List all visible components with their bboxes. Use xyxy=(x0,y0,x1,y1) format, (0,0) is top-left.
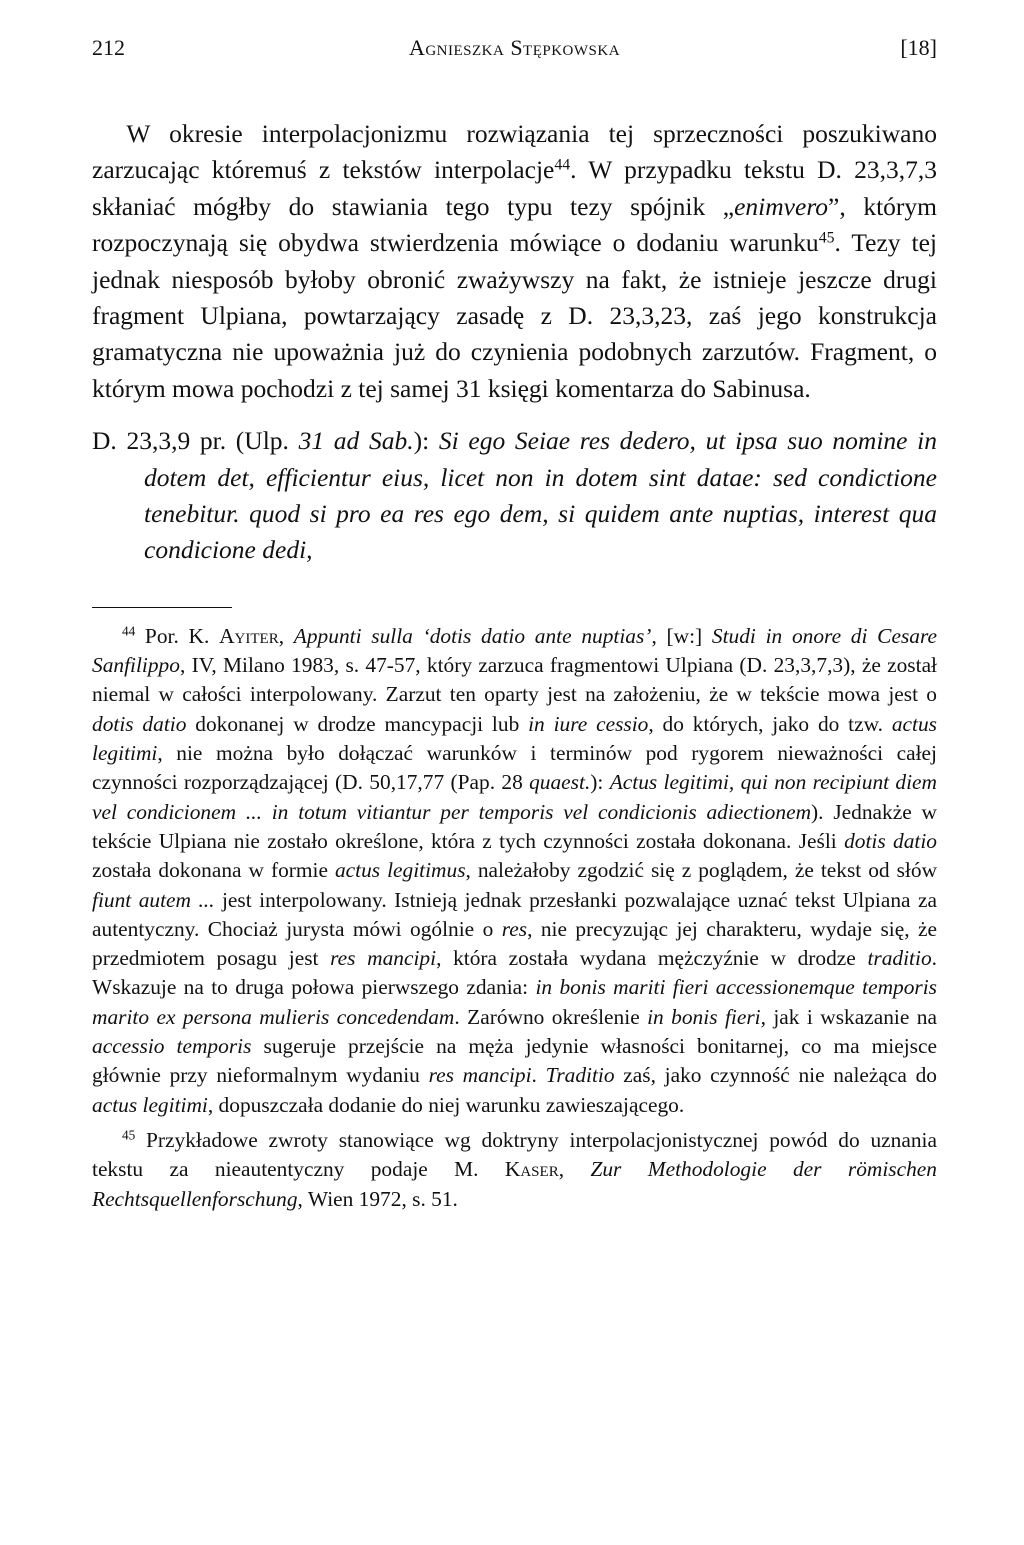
main-text xyxy=(92,116,937,407)
latin-term: res xyxy=(501,916,528,941)
footnote-number: 45 xyxy=(121,1127,136,1143)
source-quotation xyxy=(92,423,937,569)
cited-title: Appunti sulla ‘dotis datio ante nuptias’ xyxy=(293,623,652,648)
cited-title: Studi in onore di Cesare Sanfilippo xyxy=(92,623,937,678)
text-run: , IV, Milano 1983, s. 47-57, który zarzuca fragmentowi Ulpiana (D. 23,3,7,3), że został niemal w całości interpolowany. Zarzut ten oparty jest na założeniu, że w tekście mowa jest o xyxy=(92,653,937,707)
running-head xyxy=(92,26,937,70)
text-run: , xyxy=(278,623,294,648)
text-run: została dokonana w formie xyxy=(92,858,335,883)
footnote-number: 44 xyxy=(121,623,136,639)
latin-term: actus legitimus xyxy=(334,858,466,883)
text-run: , dopuszczała dodanie do niej warunku zawieszającego. xyxy=(207,1092,685,1117)
latin-term: res mancipi xyxy=(330,946,437,971)
latin-quotation: in bonis mariti fieri accessionemque temporis marito ex persona mulieris concedendam xyxy=(92,975,937,1029)
text-run: . xyxy=(531,1063,546,1088)
footnotes xyxy=(92,622,937,1214)
document-page xyxy=(92,26,937,1220)
text-run: zaś, jako czynność nie należąca do xyxy=(614,1063,937,1088)
text-run: , należałoby zgodzić się z poglądem, że tekst od słów xyxy=(465,858,938,883)
running-head-author: Agnieszka Stępkowska xyxy=(408,35,621,60)
text-run: . Zarówno określenie xyxy=(454,1004,648,1029)
latin-term: accessio temporis xyxy=(92,1034,252,1059)
source-work: 31 ad Sab. xyxy=(298,426,414,456)
text-run: ): xyxy=(590,770,610,795)
latin-quotation: Si ego Seiae res dedero, ut ipsa suo nomine in dotem det, efficientur eius, licet non in dotem sint datae: sed condictione tenebitur. quod si pro ea res ego dem, si quidem ante nuptias, interest qua condicione dedi, xyxy=(144,426,937,565)
footnote-45 xyxy=(92,1126,937,1214)
latin-term: in bonis fieri xyxy=(647,1004,761,1029)
latin-term: actus legitimi xyxy=(92,711,938,766)
footnote-44 xyxy=(92,622,937,1120)
footnote-ref-45[interactable]: 45 xyxy=(818,229,835,247)
latin-quotation: Actus legitimi, qui non recipiunt diem vel condicionem ... in totum vitiantur per temporis vel condicionis adiectionem xyxy=(92,770,937,824)
footnote-ref-44[interactable]: 44 xyxy=(554,156,571,174)
text-run: dokonanej w drodze mancypacji lub xyxy=(186,711,529,736)
latin-term: fiunt autem ... xyxy=(92,887,215,912)
text-run: Por. K. xyxy=(135,623,220,648)
page-number: 212 xyxy=(92,35,125,60)
text-run: Przykładowe zwroty stanowiące wg doktryny interpolacjonistycznej powód do uznania tekstu za nieautentyczny podaje M. xyxy=(92,1127,937,1182)
text-run: , nie można było dołączać warunków i terminów pod rygorem nieważności całej czynności rozporządzającej (D. 50,17,77 (Pap. 28 xyxy=(92,741,937,795)
latin-term: enimvero xyxy=(734,191,829,221)
latin-term: Traditio xyxy=(545,1063,615,1088)
text-run: jest interpolowany. Istnieją jednak przesłanki pozwalające uznać tekst Ulpiana za autentyczny. Chociaż jurysta mówi ogólnie o xyxy=(92,887,938,941)
text-run: W okresie interpolacjonizmu rozwiązania tej sprzeczności poszukiwano zarzucając któremuś z tekstów interpolacje xyxy=(92,119,937,185)
source-reference: D. 23,3,9 pr. (Ulp. xyxy=(92,426,299,456)
latin-term: actus legitimi xyxy=(92,1092,208,1117)
section-number: [18] xyxy=(900,35,937,60)
latin-term: in iure cessio xyxy=(528,711,649,736)
latin-term: dotis datio xyxy=(844,828,938,853)
text-run: , która została wydana mężczyźnie w drodze xyxy=(436,946,868,971)
text-run: . Tezy tej jednak niesposób byłoby obronić zważywszy na fakt, że istnieje jeszcze drugi fragment Ulpiana, powtarzający zasadę z D. 23,3,23, zaś jego konstrukcja gramatyczna nie upoważnia już do czynienia podobnych zarzutów. Fragment, o którym mowa pochodzi z tej samej 31 księgi komentarza do Sabinusa. xyxy=(92,228,937,403)
text-run: , jak i wskazanie na xyxy=(760,1004,937,1029)
paragraph xyxy=(92,116,937,407)
text-run: . Wskazuje na to druga połowa pierwszego zdania: xyxy=(92,946,937,1000)
latin-term: res mancipi xyxy=(428,1063,532,1088)
author-name: Kaser xyxy=(504,1157,559,1182)
text-run: , xyxy=(558,1157,591,1182)
latin-term: traditio xyxy=(867,946,932,971)
text-run: , do których, jako do tzw. xyxy=(648,711,892,736)
latin-term: dotis datio xyxy=(92,711,187,736)
text-run: ”, którym rozpoczynają się obydwa stwierdzenia mówiące o dodaniu warunku xyxy=(92,191,937,258)
text-run: , nie precyzując jej charakteru, wydaje się, że przedmiotem posagu jest xyxy=(92,916,937,971)
author-name: Ayiter xyxy=(219,623,279,648)
text-run: sugeruje przejście na męża jedynie własności bonitarnej, co ma miejsce głównie przy nieformalnym wydaniu xyxy=(92,1034,937,1088)
latin-term: quaest. xyxy=(529,770,591,795)
text-run: ): xyxy=(413,426,439,456)
quotation-paragraph xyxy=(92,423,937,569)
text-run: . W przypadku tekstu D. 23,3,7,3 skłaniać mógłby do stawiania tego typu tezy spójnik „ xyxy=(92,155,937,221)
footnote-separator xyxy=(92,607,232,608)
text-run: , Wien 1972, s. 51. xyxy=(297,1186,458,1211)
cited-title: Zur Methodologie der römischen Rechtsquellenforschung xyxy=(92,1157,937,1211)
text-run: , [w:] xyxy=(651,623,712,648)
text-run: ). Jednakże w tekście Ulpiana nie zostało określone, która z tych czynności została dokonana. Jeśli xyxy=(92,799,937,853)
